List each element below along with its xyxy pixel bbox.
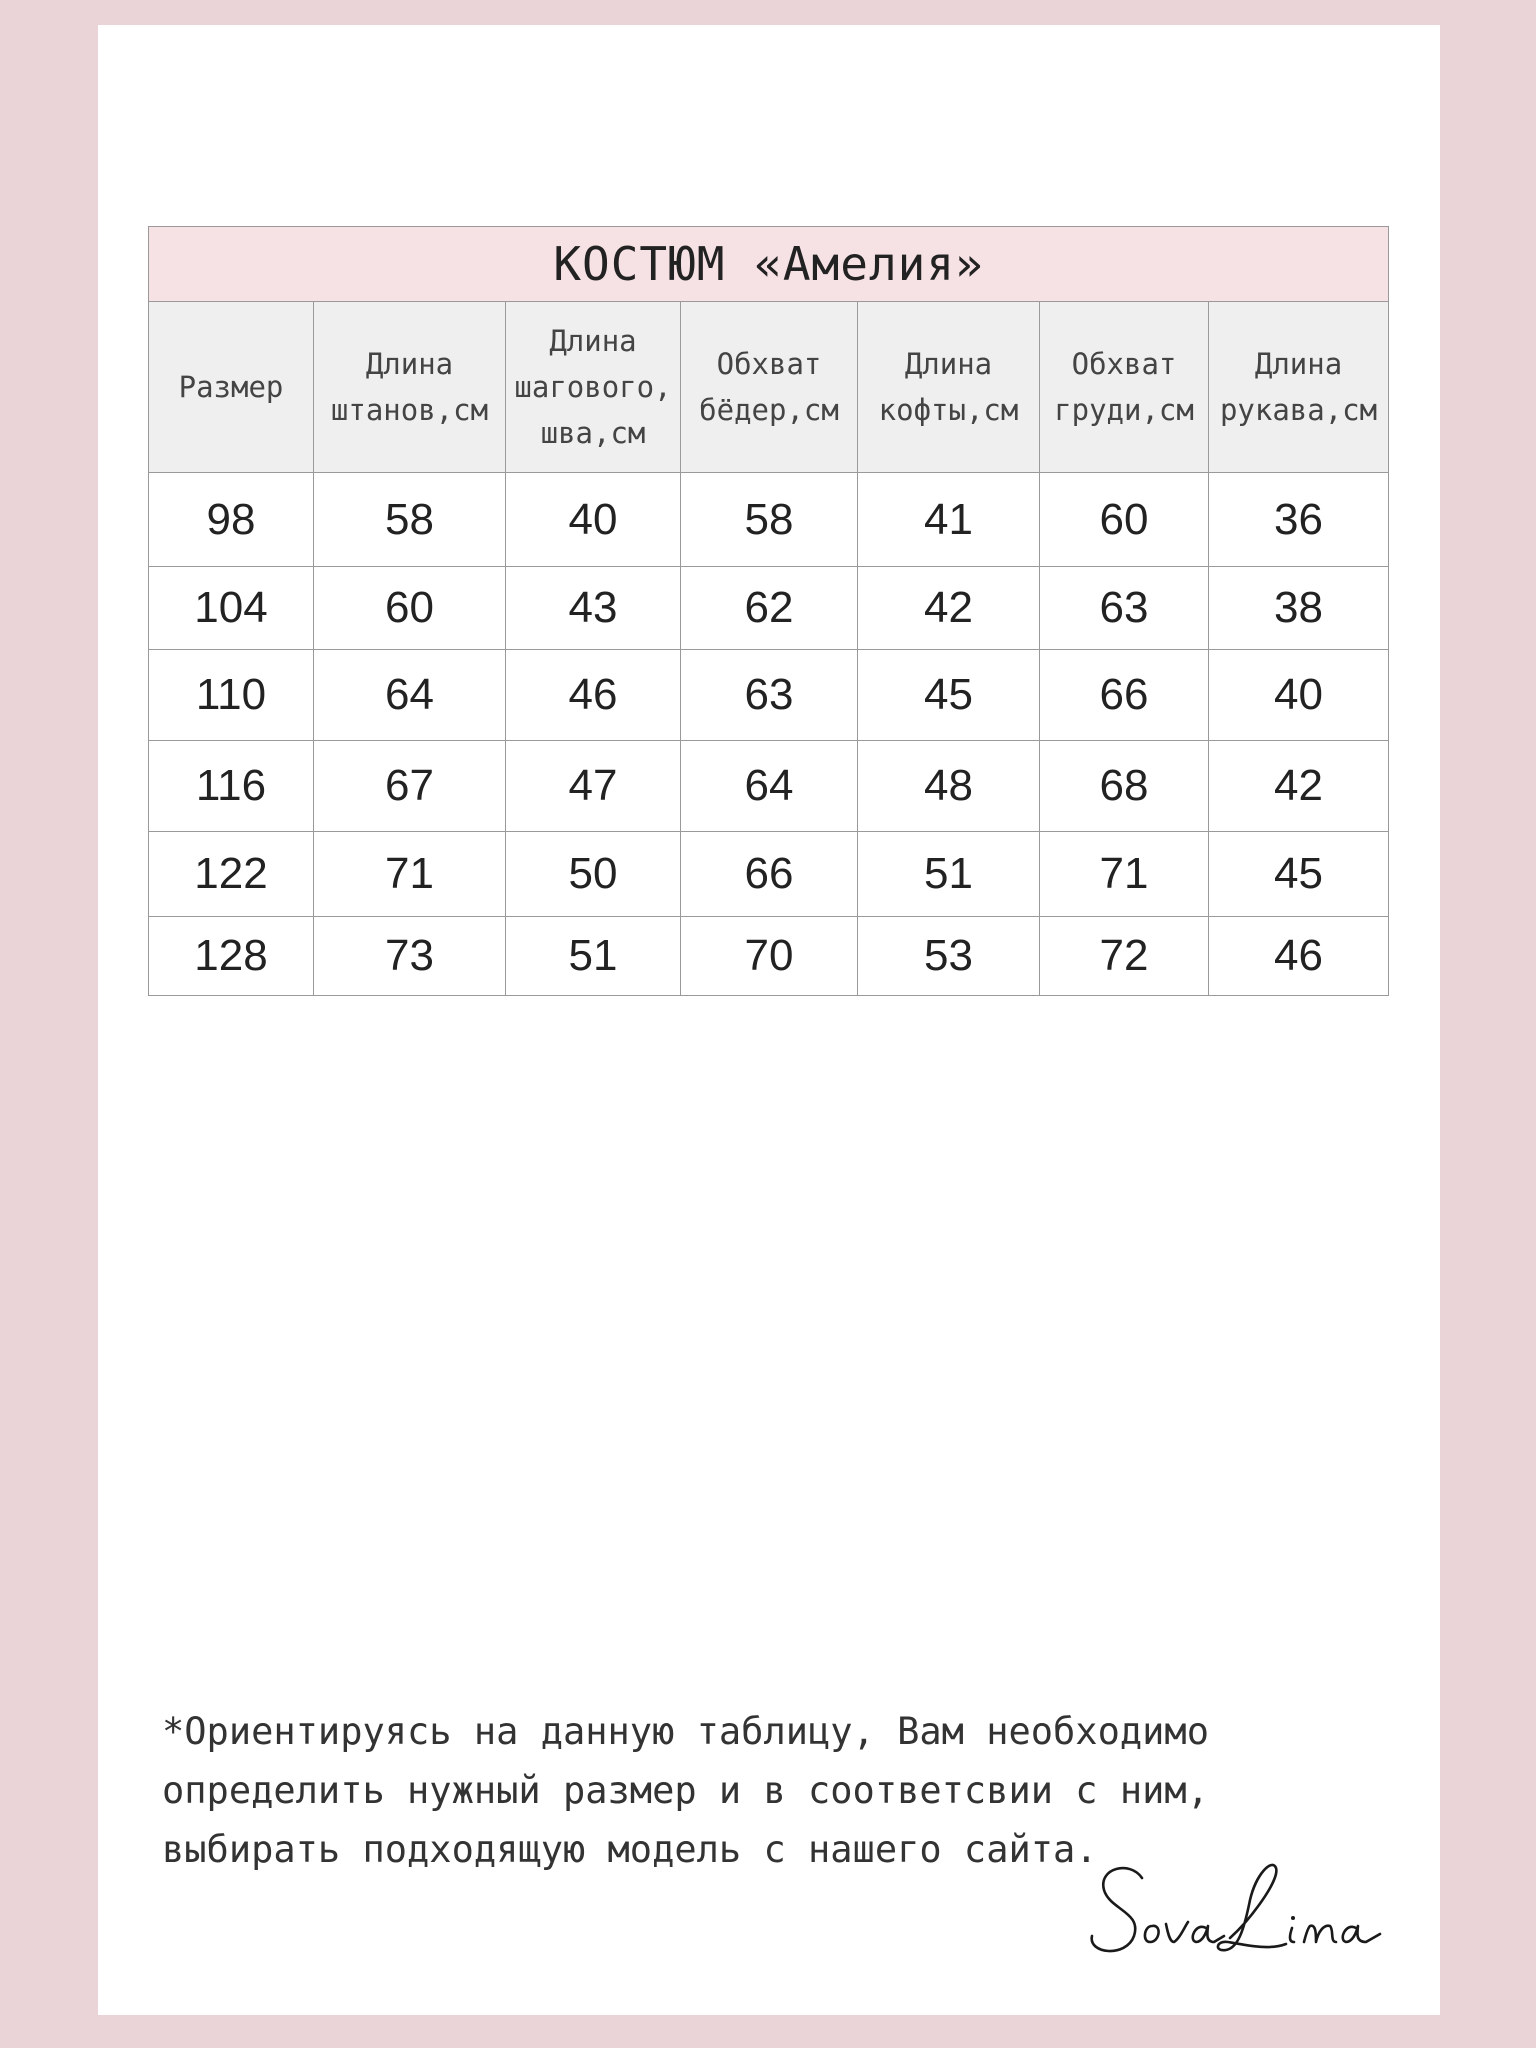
measurement-cell: 62	[681, 567, 858, 650]
table-row	[149, 473, 1389, 567]
measurement-cell: 46	[506, 650, 681, 741]
measurement-cell: 47	[506, 741, 681, 832]
measurement-cell: 63	[1040, 567, 1209, 650]
measurement-cell: 42	[1209, 741, 1389, 832]
column-header-line: рукава,см	[1219, 393, 1378, 427]
measurement-cell: 60	[1040, 473, 1209, 567]
measurement-cell: 70	[681, 917, 858, 996]
measurement-cell: 40	[506, 473, 681, 567]
note-line: *Ориентируясь на данную таблицу, Вам необходимо	[162, 1710, 1209, 1753]
measurement-cell: 45	[858, 650, 1040, 741]
measurement-cell: 40	[1209, 650, 1389, 741]
column-header-line: штанов,см	[330, 393, 489, 427]
column-header	[314, 302, 506, 473]
column-header	[506, 302, 681, 473]
column-header-line: Обхват	[716, 347, 822, 381]
column-header	[681, 302, 858, 473]
measurement-cell: 51	[506, 917, 681, 996]
measurement-cell: 60	[314, 567, 506, 650]
column-header	[1040, 302, 1209, 473]
column-header-line: бёдер,см	[699, 393, 839, 427]
size-cell: 128	[149, 917, 314, 996]
measurement-cell: 63	[681, 650, 858, 741]
measurement-cell: 46	[1209, 917, 1389, 996]
column-header-line: Длина	[904, 347, 993, 381]
column-header-line: Размер	[178, 370, 284, 404]
column-header	[149, 302, 314, 473]
column-header-line: Обхват	[1071, 347, 1177, 381]
measurement-cell: 66	[681, 832, 858, 917]
measurement-cell: 43	[506, 567, 681, 650]
measurement-cell: 64	[314, 650, 506, 741]
measurement-cell: 36	[1209, 473, 1389, 567]
measurement-cell: 50	[506, 832, 681, 917]
column-header-line: шва,см	[540, 416, 646, 450]
size-table	[148, 226, 1389, 996]
note-line: выбирать подходящую модель с нашего сайта.	[162, 1828, 1098, 1871]
header-row	[149, 302, 1389, 473]
column-header	[1209, 302, 1389, 473]
measurement-cell: 51	[858, 832, 1040, 917]
size-cell: 110	[149, 650, 314, 741]
table-row	[149, 650, 1389, 741]
size-cell: 122	[149, 832, 314, 917]
measurement-cell: 72	[1040, 917, 1209, 996]
measurement-cell: 71	[314, 832, 506, 917]
title-row	[149, 227, 1389, 302]
measurement-cell: 58	[681, 473, 858, 567]
measurement-cell: 64	[681, 741, 858, 832]
measurement-cell: 38	[1209, 567, 1389, 650]
column-header-line: кофты,см	[878, 393, 1019, 427]
measurement-cell: 58	[314, 473, 506, 567]
table-title: КОСТЮМ «Амелия»	[149, 227, 1389, 302]
table-row	[149, 741, 1389, 832]
table-body	[149, 473, 1389, 996]
column-header-line: Длина	[1254, 347, 1343, 381]
size-cell: 116	[149, 741, 314, 832]
note-line: определить нужный размер и в соответсвии с ним,	[162, 1769, 1209, 1812]
table-row	[149, 832, 1389, 917]
size-cell: 98	[149, 473, 314, 567]
column-header-line: Длина	[365, 347, 454, 381]
measurement-cell: 41	[858, 473, 1040, 567]
measurement-cell: 42	[858, 567, 1040, 650]
table-row	[149, 917, 1389, 996]
measurement-cell: 53	[858, 917, 1040, 996]
measurement-cell: 73	[314, 917, 506, 996]
measurement-cell: 68	[1040, 741, 1209, 832]
table-row	[149, 567, 1389, 650]
column-header-line: груди,см	[1054, 393, 1194, 427]
sovalina-logo	[1080, 1850, 1410, 1970]
column-header	[858, 302, 1040, 473]
measurement-cell: 48	[858, 741, 1040, 832]
column-header-line: Длина	[549, 324, 637, 358]
measurement-cell: 67	[314, 741, 506, 832]
size-cell: 104	[149, 567, 314, 650]
column-header-line: шагового,	[514, 370, 672, 404]
measurement-cell: 71	[1040, 832, 1209, 917]
measurement-cell: 45	[1209, 832, 1389, 917]
measurement-cell: 66	[1040, 650, 1209, 741]
